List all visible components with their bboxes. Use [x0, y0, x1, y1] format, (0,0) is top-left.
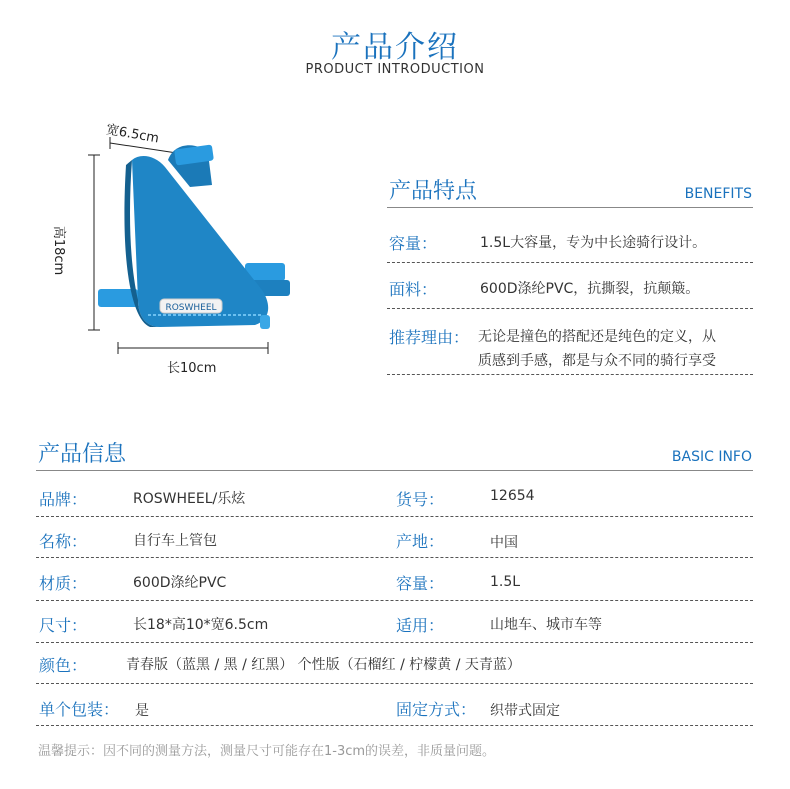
page-title: 产品介绍 [331, 30, 459, 65]
info-label-capacity: 容量： [396, 574, 445, 593]
page-subtitle: PRODUCT INTRODUCTION [305, 62, 485, 77]
benefit-label-reason: 推荐理由： [389, 328, 470, 347]
measurement-note: 温馨提示：因不同的测量方法，测量尺寸可能存在1-3cm的误差，非质量问题。 [38, 744, 496, 759]
info-label-size: 尺寸： [39, 616, 88, 635]
info-label-origin: 产地： [396, 532, 445, 551]
info-label-color: 颜色： [39, 656, 88, 675]
info-row-divider [36, 642, 753, 643]
benefit-value-fabric: 600D涤纶PVC，抗撕裂，抗颠簸。 [480, 281, 700, 297]
info-label-usage: 适用： [396, 616, 445, 635]
benefit-divider [387, 374, 753, 375]
info-value-material: 600D涤纶PVC [133, 575, 227, 591]
benefit-value-capacity: 1.5L大容量，专为中长途骑行设计。 [480, 235, 707, 251]
info-value-brand: ROSWHEEL/乐炫 [133, 491, 246, 507]
basic-info-title-en: BASIC INFO [671, 449, 752, 465]
info-row-divider [36, 725, 753, 726]
benefits-title: 产品特点 [389, 179, 478, 204]
benefit-label-fabric: 面料： [389, 280, 438, 299]
info-value-name: 自行车上管包 [133, 533, 217, 549]
height-dimension-label: 高18cm [51, 225, 67, 276]
info-value-usage: 山地车、城市车等 [490, 617, 602, 633]
benefit-value-reason-line2: 质感到手感，都是与众不同的骑行享受 [478, 353, 716, 369]
info-value-sku: 12654 [490, 488, 535, 504]
product-image [50, 115, 300, 385]
info-value-color: 青春版（蓝黑 / 黑 / 红黑） 个性版（石榴红 / 柠檬黄 / 天青蓝） [126, 657, 521, 673]
info-label-packaging: 单个包装： [39, 700, 120, 719]
length-dimension-label: 长10cm [167, 361, 217, 376]
benefit-value-reason-line1: 无论是撞色的搭配还是纯色的定义，从 [478, 329, 716, 345]
basic-info-divider [36, 470, 753, 471]
basic-info-title: 产品信息 [38, 442, 127, 467]
benefit-label-capacity: 容量： [389, 234, 438, 253]
info-value-packaging: 是 [135, 703, 149, 719]
info-row-divider [36, 600, 753, 601]
benefit-divider [387, 262, 753, 263]
info-label-material: 材质： [39, 574, 88, 593]
info-label-brand: 品牌： [39, 490, 88, 509]
info-value-mounting: 织带式固定 [490, 703, 560, 719]
benefits-title-en: BENEFITS [684, 186, 752, 202]
brand-logo: ROSWHEEL [165, 303, 217, 313]
width-dimension-label: 宽6.5cm [104, 122, 161, 147]
benefits-divider [387, 207, 753, 208]
info-label-sku: 货号： [396, 490, 445, 509]
info-row-divider [36, 557, 753, 558]
benefit-divider [387, 308, 753, 309]
info-row-divider [36, 683, 753, 684]
info-value-size: 长18*高10*宽6.5cm [133, 617, 269, 633]
info-value-capacity: 1.5L [490, 574, 521, 590]
bag-illustration [50, 115, 300, 385]
info-label-name: 名称： [39, 532, 88, 551]
info-value-origin: 中国 [490, 535, 518, 551]
info-label-mounting: 固定方式： [396, 700, 477, 719]
info-row-divider [36, 516, 753, 517]
